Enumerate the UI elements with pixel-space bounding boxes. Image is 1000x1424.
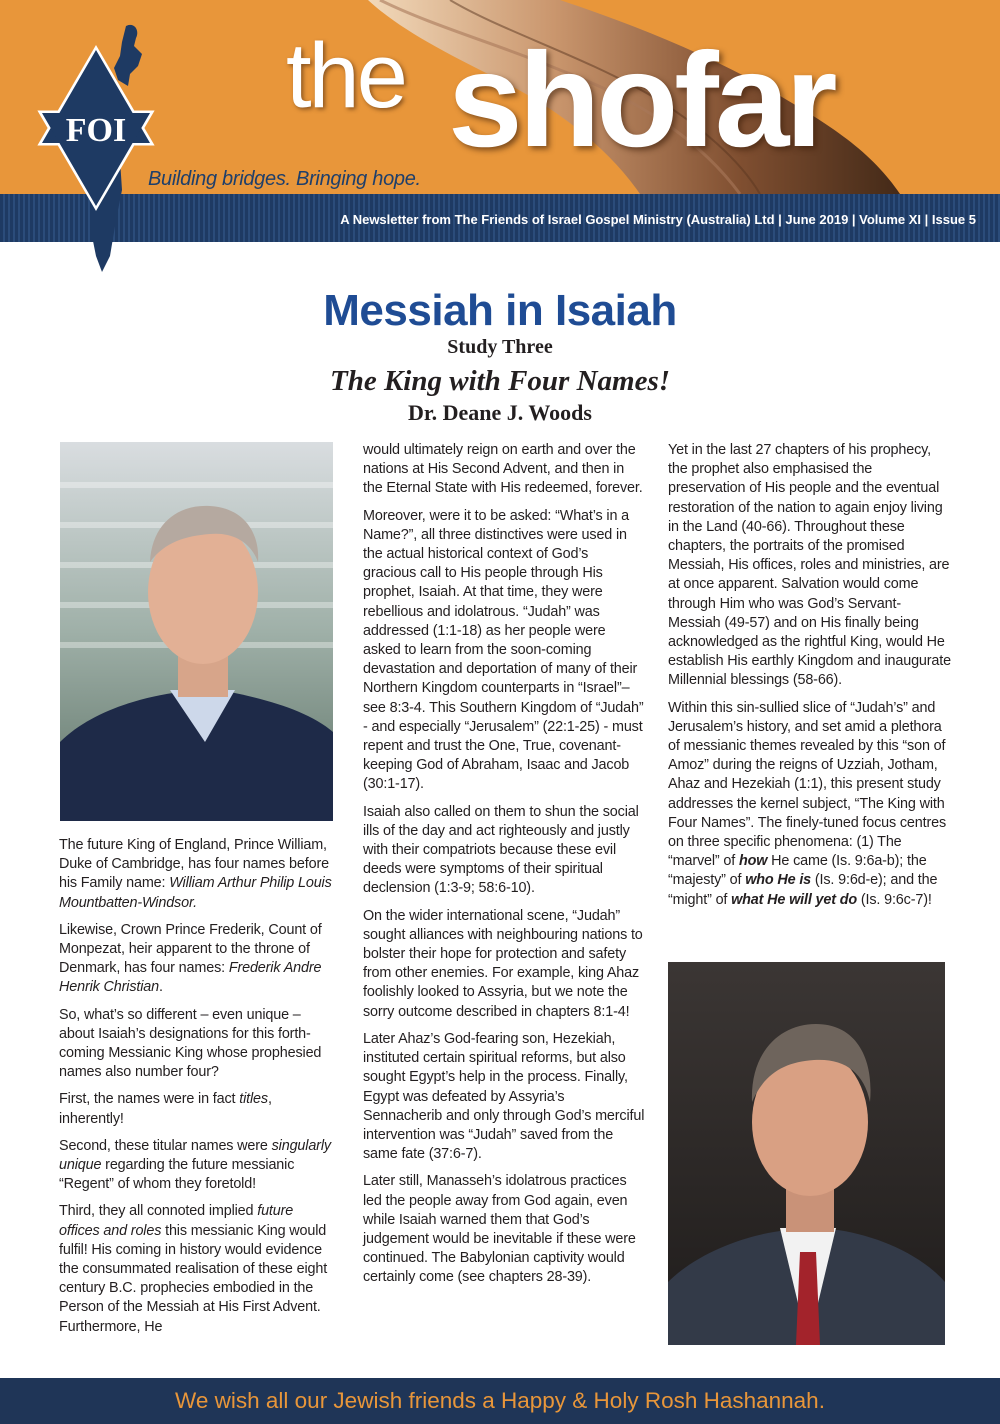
photo-crown-prince-frederik [668, 962, 945, 1345]
paragraph: Yet in the last 27 chapters of his prophecy, the prophet also emphasised the preservation of His people and the eventual restoration of the nation to again enjoy living in the Land (40-66). Throughout these chapters, the portraits of the promised Messiah, His offices, roles and ministries, are at once apparent. Salvation would come through Him who was God’s Servant-Messiah (49-57) and on His finally being acknowledged as the rightful King, would He establish His earthly Kingdom and inaugurate Millennial blessings (58-66). [668, 442, 951, 689]
newsletter-subtitle: A Newsletter from The Friends of Israel Gospel Ministry (Australia) Ltd | June 2019 | Volume XI | Issue 5 [340, 212, 976, 227]
foi-logo-text: FOI [65, 112, 127, 149]
paragraph: Likewise, Crown Prince Frederik, Count of Monpezat, heir apparent to the throne of Denmark, has four names: Frederik Andre Henrik Christian. [59, 921, 322, 996]
paragraph: First, the names were in fact titles, inherently! [59, 1091, 272, 1127]
article-title: Messiah in Isaiah [323, 286, 677, 335]
paragraph: The future King of England, Prince William, Duke of Cambridge, has four names before his Family name: William Arthur Philip Louis Mountbatten-Windsor. [59, 837, 332, 911]
paragraph: Isaiah also called on them to shun the social ills of the day and act righteously and justly with their compatriots because these evil deeds were symptoms of their spiritual declension (1:3-9; 58:6-10). [363, 803, 639, 897]
article-column-3 [668, 441, 953, 918]
paragraph: Moreover, were it to be asked: “What’s in a Name?”, all three distinctives were used in the actual historical context of God’s gracious call to His people through His prophet, Isaiah. At that time, they were rebellious and idolatrous. “Judah” was addressed (1:1-18) as her people were asked to learn from the soon-coming devastation and deportation of many of their Northern Kingdom counterparts in “Israel”– see 8:3-4. This Southern Kingdom of “Judah” - and especially “Jerusalem” (22:1-25) - must repent and trust the One, True, covenant-keeping God of Abraham, Isaac and Jacob (30:1-17). [363, 507, 644, 793]
footer-greeting: We wish all our Jewish friends a Happy & Holy Rosh Hashannah. [175, 1388, 825, 1413]
paragraph: Later Ahaz’s God-fearing son, Hezekiah, instituted certain spiritual reforms, but also sought Egypt’s help in the process. Finally, Egypt was defeated by Assyria’s Sennacherib and only through God’s merciful intervention was “Judah” saved from the same fate (37:6-7). [363, 1030, 645, 1163]
article-subtitle: The King with Four Names! [329, 365, 671, 397]
paragraph: Third, they all connoted implied future offices and roles this messianic King would fulfil! His coming in history would evidence the consummated realisation of these eight century B.C. prophecies embodied in the Person of the Messiah at His First Advent. Furthermore, He [59, 1203, 328, 1335]
masthead-title-the: the [286, 25, 405, 127]
paragraph: would ultimately reign on earth and over the nations at His Second Advent, and then in the Eternal State with His redeemed, forever. [363, 442, 643, 497]
paragraph: So, what’s so different – even unique – about Isaiah’s designations for this forth-coming Messianic King whose prophesied names also number four? [59, 1006, 322, 1081]
article-author: Dr. Deane J. Woods [408, 400, 592, 425]
photo-prince-william [60, 442, 333, 821]
paragraph: Within this sin-sullied slice of “Judah’s” and Jerusalem’s history, and set amid a plethora of messianic themes revealed by this “son of Amoz” during the reigns of Uzziah, Jotham, Ahaz and Hezekiah (1:1), this present study addresses the kernel subject, “The King with Four Names”. The finely-tuned focus centres on three specific phenomena: (1) The “marvel” of how He came (Is. 9:6a-b); the “majesty” of who He is (Is. 9:6d-e); and the “might” of what He will yet do (Is. 9:6c-7)! [668, 699, 947, 908]
article-column-1 [59, 836, 337, 1345]
foi-star-logo [30, 20, 162, 272]
article-column-2 [363, 441, 645, 1296]
masthead-tagline: Building bridges. Bringing hope. [148, 168, 421, 190]
paragraph: Later still, Manasseh’s idolatrous practices led the people away from God again, even while Isaiah warned them that God’s judgement would be inevitable if these were continued. The Babylonian captivity would certainly come (see chapters 28-39). [363, 1173, 636, 1286]
masthead-title-shofar: shofar [448, 26, 834, 175]
paragraph: Second, these titular names were singularly unique regarding the future messianic “Regent” of whom they foretold! [59, 1137, 331, 1193]
paragraph: On the wider international scene, “Judah” sought alliances with neighbouring nations to bolster their hope for protection and safety from other enemies. For example, king Ahaz foolishly looked to Assyria, but we note the sorry outcome described in chapters 8:1-4! [363, 907, 643, 1020]
article-study-label: Study Three [447, 336, 553, 358]
